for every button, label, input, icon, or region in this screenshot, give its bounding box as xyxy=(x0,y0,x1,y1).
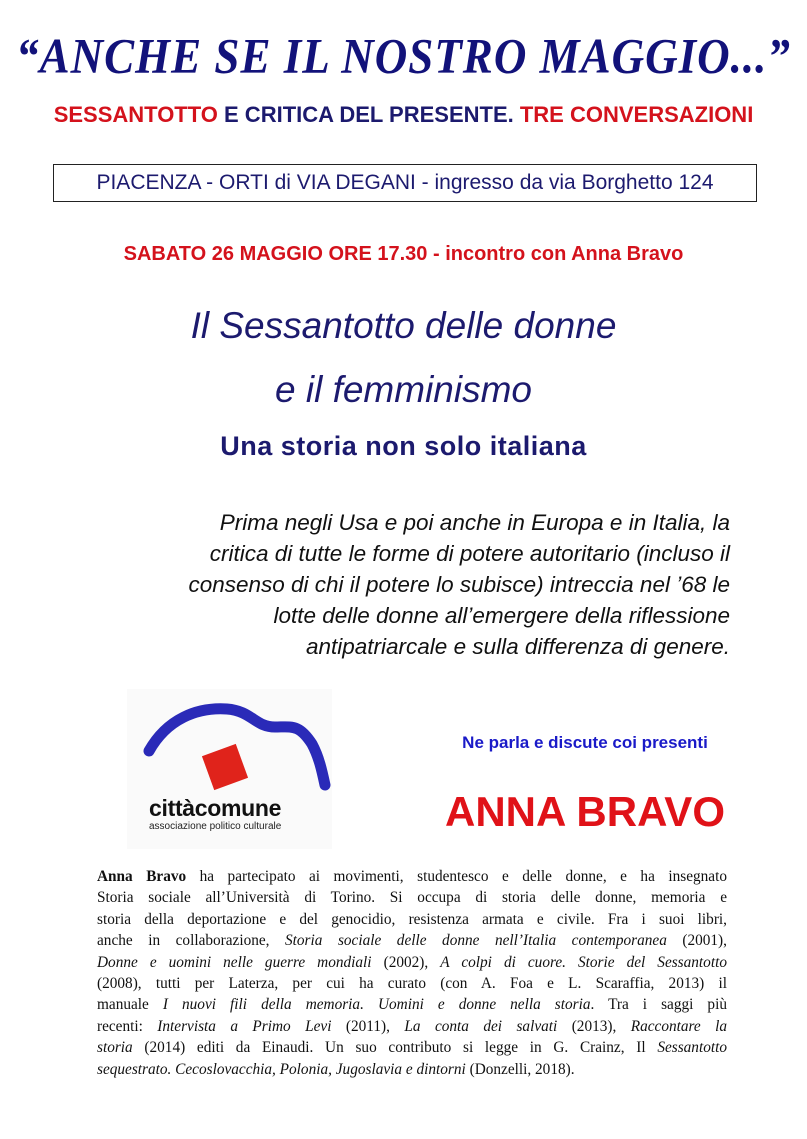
bio-book-title: storia xyxy=(97,1039,133,1057)
bio-text: (2002), xyxy=(371,953,441,971)
bio-name: Anna Bravo xyxy=(97,868,187,885)
bio-text: . Tra i saggi più xyxy=(590,996,727,1014)
bio-line: Storia sociale all’Università di Torino. Si occupa di storia delle donne, memoria e xyxy=(97,889,727,907)
bio-line: storia della deportazione e del genocidio, resistenza armata e civile. Fra i suoi libri, xyxy=(97,910,727,928)
event-date: SABATO 26 MAGGIO ORE 17.30 - incontro con Anna Bravo xyxy=(123,243,684,265)
abstract xyxy=(60,507,730,662)
abstract-line: consenso di chi il potere lo subisce) intreccia nel ’68 le xyxy=(188,572,730,597)
location-text: PIACENZA - ORTI di VIA DEGANI - ingresso da via Borghetto 124 xyxy=(96,171,714,194)
talk-title-line2: e il femminismo xyxy=(275,369,532,410)
bio-line: (2008), tutti per Laterza, per cui ha curato (con A. Foa e L. Scaraffia, 2013) il xyxy=(97,974,727,992)
bio-book-title: Sessantotto xyxy=(657,1039,727,1057)
speaker-intro: Ne parla e discute coi presenti xyxy=(462,733,708,752)
location-box xyxy=(53,164,757,202)
logo-square-icon xyxy=(202,744,248,790)
logo-tagline: associazione politico culturale xyxy=(149,821,282,832)
bio-line xyxy=(97,1059,727,1080)
poster-title: “ANCHE SE IL NOSTRO MAGGIO...” xyxy=(16,28,791,84)
abstract-line: antipatriarcale e sulla differenza di genere. xyxy=(305,634,730,659)
bio-text: (2013), xyxy=(557,1017,631,1035)
talk-title-line1: Il Sessantotto delle donne xyxy=(190,305,617,346)
speaker-name: ANNA BRAVO xyxy=(445,788,725,835)
bio-text: (2011), xyxy=(331,1017,405,1035)
bio-line xyxy=(97,930,727,951)
bio-book-title: Donne e uomini nelle guerre mondiali xyxy=(97,953,372,971)
logo-mark-icon xyxy=(127,689,332,799)
speaker-bio xyxy=(97,866,727,1080)
bio-book-title: La conta dei salvati xyxy=(404,1017,558,1035)
abstract-line: lotte delle donne all’emergere della riflessione xyxy=(273,603,730,628)
bio-book-title: I nuovi fili della memoria. Uomini e donne nella storia xyxy=(162,996,591,1014)
subtitle-middle: E CRITICA DEL PRESENTE. xyxy=(217,102,520,127)
bio-text: ha partecipato ai movimenti, studentesco e delle donne, e ha insegnato xyxy=(186,868,727,885)
bio-line xyxy=(97,994,727,1015)
bio-text: (2014) editi da Einaudi. Un suo contributo si legge in G. Crainz, Il xyxy=(132,1039,658,1057)
talk-subtitle: Una storia non solo italiana xyxy=(220,431,587,461)
bio-text: manuale xyxy=(97,996,163,1014)
bio-book-title: sequestrato. Cecoslovacchia, Polonia, Jugoslavia e dintorni xyxy=(97,1060,466,1078)
abstract-line: Prima negli Usa e poi anche in Europa e in Italia, la xyxy=(219,510,730,535)
cittacomune-logo xyxy=(127,689,332,849)
bio-line xyxy=(97,1016,727,1037)
bio-text: (Donzelli, 2018). xyxy=(465,1060,575,1078)
bio-line xyxy=(97,952,727,973)
bio-text: anche in collaborazione, xyxy=(97,932,286,950)
bio-book-title: A colpi di cuore. Storie del Sessantotto xyxy=(440,953,727,971)
subtitle-conversazioni: TRE CONVERSAZIONI xyxy=(519,102,754,127)
bio-book-title: Storia sociale delle donne nell’Italia contemporanea xyxy=(285,932,667,950)
abstract-line: critica di tutte le forme di potere autoritario (incluso il xyxy=(209,541,730,566)
bio-line xyxy=(97,1037,727,1058)
bio-book-title: Raccontare la xyxy=(630,1017,728,1035)
bio-line xyxy=(97,866,727,887)
poster-subtitle xyxy=(0,102,807,128)
subtitle-sessantotto: SESSANTOTTO xyxy=(53,102,218,127)
bio-text: (2001), xyxy=(666,932,727,950)
bio-book-title: Intervista a Primo Levi xyxy=(157,1017,332,1035)
logo-name: cittàcomune xyxy=(149,795,282,821)
bio-text: recenti: xyxy=(97,1017,158,1035)
